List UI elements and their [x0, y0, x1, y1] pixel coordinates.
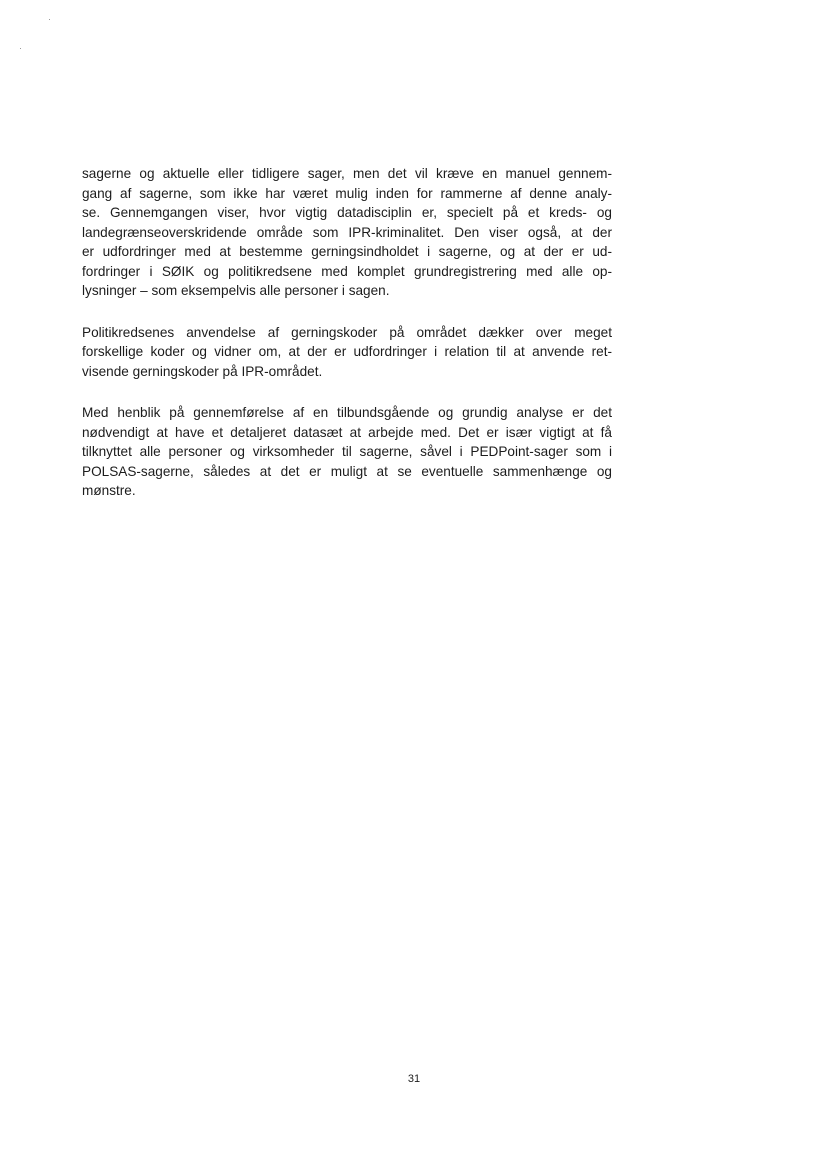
- text-line: se. Gennemgangen viser, hvor vigtig datadisciplin er, specielt på et kreds- og: [82, 205, 612, 220]
- text-line: er udfordringer med at bestemme gerningsindholdet i sagerne, og at der er ud-: [82, 244, 612, 259]
- text-line: Med henblik på gennemførelse af en tilbundsgående og grundig analyse er det: [82, 405, 612, 420]
- paragraph-dataset-needs: [82, 403, 612, 501]
- paragraph-crime-codes: [82, 323, 612, 382]
- page-number: 31: [407, 1073, 421, 1085]
- text-line: mønstre.: [82, 483, 136, 498]
- text-line: sagerne og aktuelle eller tidligere sager, men det vil kræve en manuel gennem-: [82, 166, 612, 181]
- body-text: [82, 164, 612, 523]
- text-line: POLSAS-sagerne, således at det er muligt at se eventuelle sammenhænge og: [82, 463, 612, 479]
- text-line: lysninger – som eksempelvis alle personer i sagen.: [82, 283, 390, 298]
- text-line: fordringer i SØIK og politikredsene med komplet grundregistrering med alle op-: [82, 263, 612, 279]
- paragraph-data-discipline: [82, 164, 612, 301]
- text-line: nødvendigt at have et detaljeret datasæt at arbejde med. Det er især vigtigt at få: [82, 424, 612, 440]
- scan-artifact-dot: [20, 48, 21, 49]
- text-line: gang af sagerne, som ikke har været mulig inden for rammerne af denne analy-: [82, 185, 612, 201]
- text-line: visende gerningskoder på IPR-området.: [82, 363, 323, 379]
- text-line: forskellige koder og vidner om, at der er udfordringer i relation til at anvende ret-: [82, 344, 612, 359]
- text-line: tilknyttet alle personer og virksomheder til sagerne, såvel i PEDPoint-sager som i: [82, 444, 612, 459]
- scan-artifact-dot: [49, 19, 50, 20]
- text-line: landegrænseoverskridende område som IPR-kriminalitet. Den viser også, at der: [82, 224, 612, 240]
- text-line: Politikredsenes anvendelse af gerningskoder på området dækker over meget: [82, 324, 612, 340]
